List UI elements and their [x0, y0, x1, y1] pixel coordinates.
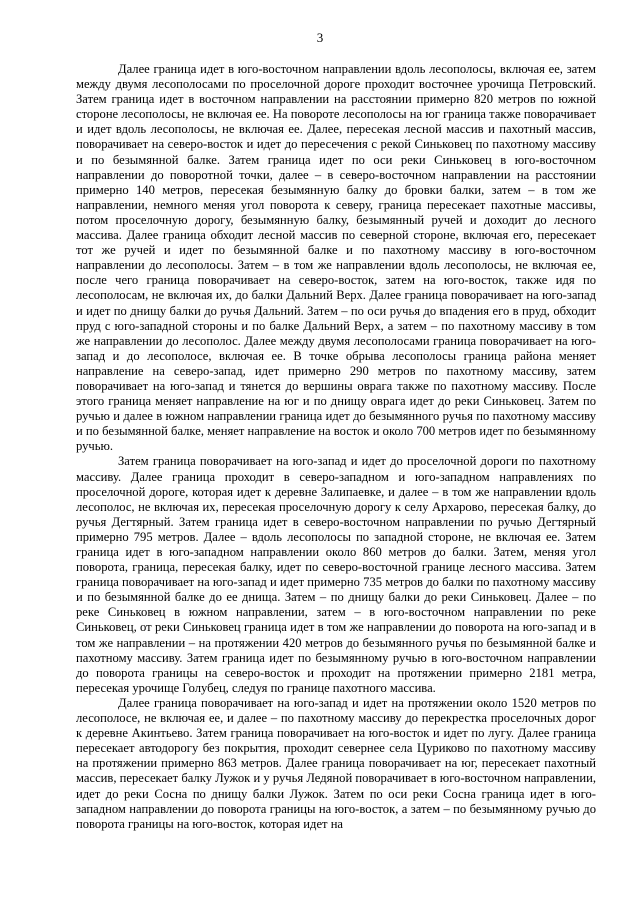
paragraph-2: Затем граница поворачивает на юго-запад и идет до проселочной дороги по пахотному массиву. Далее граница проходит в северо-западном и юго-западном направлениях по проселочной дороге, которая идет к деревне Залипаевке, и далее – в том же направлении вдоль лесополос, не включая их, пересекая проселочную дорогу к селу Архарово, пересекая балку, до ручья Дегтярный. Затем граница идет в северо-восточном направлении по ручью Дегтярный примерно 795 метров. Далее – вдоль лесополосы по западной стороне, не включая ее. Затем граница идет в юго-западном направлении около 860 метров до балки. Затем, меняя угол поворота, граница, пересекая балку, идет по северо-восточной границе лесного массива. Затем граница поворачивает на юго-запад и идет примерно 735 метров до балки по пахотному массиву и по безымянной балке до ее днища. Затем – по днищу балки до реки Синьковец. Далее – по реке Синьковец в южном направлении, затем – в юго-восточном направлении по реке Синьковец, от реки Синьковец граница идет в том же направлении до поворота на юго-запад и в том же направлении – на протяжении 420 метров до безымянного ручья по безымянной балке и пахотному массиву. Затем граница идет по безымянному ручью в юго-восточном направлении до поворота границы на северо-восток и проходит на протяжении примерно 2181 метра, пересекая урочище Голубец, следуя по границе пахотного массива. — [76, 454, 596, 695]
paragraph-1: Далее граница идет в юго-восточном направлении вдоль лесополосы, включая ее, затем между двумя лесополосами по проселочной дороге проходит восточнее урочища Петровский. Затем граница идет в восточном направлении на расстоянии примерно 820 метров по южной стороне лесополосы, не включая ее. На повороте лесополосы на юг граница также поворачивает и идет вдоль лесополосы, не включая ее. Далее, пересекая лесной массив и пахотный массив, поворачивает на северо-восток и идет до пересечения с рекой Синьковец по пахотному массиву и по безымянной балке. Затем граница идет по оси реки Синьковец в юго-восточном направлении до поворотной точки, далее – в северо-восточном направлении на расстоянии примерно 140 метров, пересекая безымянную балку до бровки балки, затем – в том же направлении, немного меняя угол поворота к северу, граница пересекает пахотные массивы, потом проселочную дорогу, безымянную балку, безымянный ручей и доходит до лесного массива. Далее граница обходит лесной массив по северной стороне, включая его, пересекает тот же ручей и идет по безымянной балке и по пахотному массиву в юго-восточном направлении до лесополосы. Затем – в том же направлении вдоль лесополосы, не включая ее, после чего граница поворачивает на северо-восток, затем на юго-восток, также идя по лесополосам, не включая их, до балки Дальний Верх. Далее граница поворачивает на юго-запад и идет по днищу балки до ручья Дальний. Затем – по оси ручья до впадения его в пруд, обходит пруд с юго-западной стороны и по балке Дальний Верх, а затем – по пахотному массиву в том же направлении до лесополос. Далее между двумя лесополосами граница поворачивает на юго-запад и до лесополосе, включая ее. В точке обрыва лесополосы граница района меняет направление на северо-запад, идет примерно 290 метров по пахотному массиву, затем поворачивает на юго-запад и тянется до вершины оврага также по пахотному массиву. После этого граница меняет направление на юг и по днищу оврага идет до реки Синьковец. Затем по ручью и далее в южном направлении граница идет до безымянного ручья по пахотному массиву и по безымянной балке, меняет направление на восток и около 700 метров идет по безымянному ручью. — [76, 62, 596, 454]
page-number: 3 — [316, 30, 324, 45]
document-body — [76, 62, 596, 832]
paragraph-3: Далее граница поворачивает на юго-запад и идет на протяжении около 1520 метров по лесополосе, не включая ее, и далее – по пахотному массиву до перекрестка проселочных дорог к деревне Акинтьево. Затем граница поворачивает на юго-восток и идет по лугу. Далее граница пересекает автодорогу без покрытия, проходит севернее села Цуриково по пахотному массиву на протяжении примерно 863 метров. Далее граница поворачивает на юг, пересекает пахотный массив, пересекает балку Лужок и у ручья Ледяной поворачивает в юго-восточном направлении, идет до реки Сосна по днищу балки Лужок. Затем по оси реки Сосна граница идет в юго-западном направлении до поворота границы на юго-восток, а затем – по безымянному ручью до поворота границы на юго-восток, которая идет на — [76, 695, 596, 831]
